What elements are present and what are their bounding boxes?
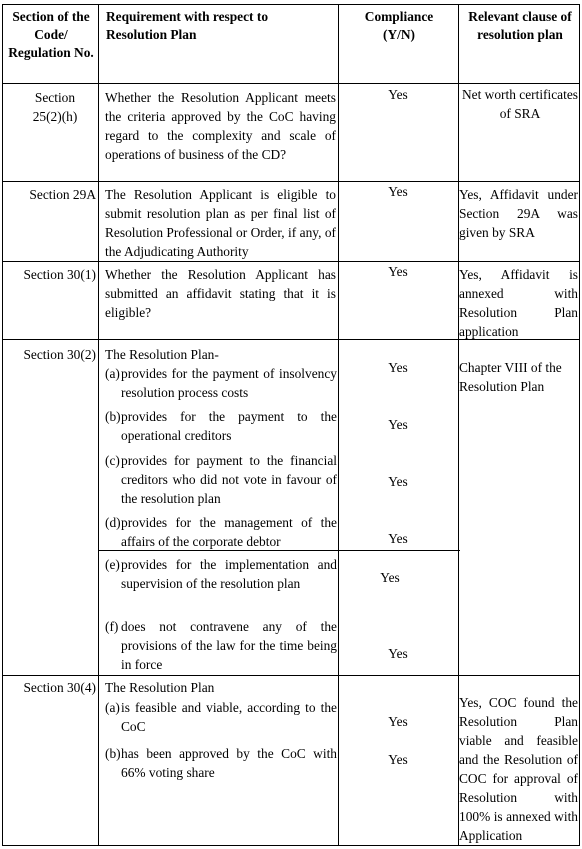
row-divider — [2, 261, 580, 262]
row-section: Section 25(2)(h) — [32, 90, 78, 124]
row-requirement: Whether the Resolution Applicant has submitted an affidavit stating that it is eligible? — [105, 267, 336, 320]
row-section: Section 30(1) — [23, 267, 96, 282]
header-compliance: Compliance (Y/N) — [364, 9, 434, 42]
compliance-value: Yes — [380, 570, 400, 585]
item-label: (f) — [105, 619, 119, 634]
item-text: provides for the payment of insolvency resolution process costs — [121, 366, 337, 400]
row-clause: Yes, Affidavit under Section 29A was given by SRA — [459, 187, 578, 240]
row-compliance: Yes — [388, 184, 408, 199]
compliance-value: Yes — [388, 646, 408, 661]
table-border-right — [579, 4, 580, 846]
row-requirement: The Resolution Applicant is eligible to submit resolution plan as per final list of Resolution Professional or Order, if any, of the Adjudicating Authority — [105, 187, 336, 259]
table-border-top — [2, 4, 580, 5]
table-border-left — [2, 4, 3, 846]
row-requirement: Whether the Resolution Applicant meets the criteria approved by the CoC having regard to the complexity and scale of operations of business of the CD? — [105, 90, 336, 162]
list-item — [105, 698, 337, 736]
item-text: has been approved by the CoC with 66% voting share — [121, 746, 337, 780]
item-text: provides for the payment to the operational creditors — [121, 409, 337, 443]
compliance-value: Yes — [388, 417, 408, 432]
row-clause: Net worth certificates of SRA — [462, 87, 578, 121]
list-item — [105, 617, 337, 674]
row-section: Section 30(4) — [23, 680, 96, 695]
list-item — [105, 513, 337, 551]
row-divider — [2, 675, 580, 676]
header-requirement: Requirement with respect to Resolution Plan — [106, 9, 269, 42]
row-intro: The Resolution Plan- — [105, 347, 219, 362]
item-label: (a) — [105, 366, 120, 381]
row-divider — [2, 181, 580, 182]
row-clause: Chapter VIII of the Resolution Plan — [459, 360, 562, 394]
row-intro: The Resolution Plan — [105, 680, 215, 695]
compliance-value: Yes — [388, 714, 408, 729]
item-label: (b) — [105, 746, 121, 761]
compliance-value: Yes — [388, 752, 408, 767]
compliance-column — [342, 4, 454, 846]
row-items — [105, 364, 337, 550]
list-item — [105, 555, 337, 593]
list-item — [105, 407, 337, 445]
item-text: is feasible and viable, according to the CoC — [121, 700, 337, 734]
table-border-bottom — [2, 845, 580, 846]
row-clause: Yes, COC found the Resolution Plan viable and feasible and the Resolution of COC for approval of Resolution with 100% is annexed with Application — [459, 695, 578, 843]
row-section: Section 30(2) — [23, 347, 96, 362]
list-item — [105, 744, 337, 782]
row-divider — [2, 83, 580, 84]
header-clause: Relevant clause of resolution plan — [468, 9, 572, 42]
item-label: (b) — [105, 409, 121, 424]
row-compliance: Yes — [388, 264, 408, 279]
item-label: (e) — [105, 557, 120, 572]
row-compliance: Yes — [388, 87, 408, 102]
compliance-value: Yes — [388, 474, 408, 489]
item-text: provides for payment to the financial creditors who did not vote in favour of the resolution plan — [121, 453, 337, 506]
compliance-value: Yes — [388, 531, 408, 546]
row-items — [105, 555, 337, 673]
list-item — [105, 451, 337, 508]
compliance-table — [2, 4, 580, 846]
item-text: does not contravene any of the provisions of the law for the time being in force — [121, 619, 337, 672]
list-item — [105, 364, 337, 402]
row-section: Section 29A — [29, 187, 96, 202]
header-section: Section of the Code/ Regulation No. — [8, 9, 94, 60]
item-text: provides for the implementation and supervision of the resolution plan — [121, 557, 337, 591]
item-label: (a) — [105, 700, 120, 715]
column-divider — [338, 4, 339, 846]
row-clause: Yes, Affidavit is annexed with Resolution Plan application — [459, 267, 578, 339]
row-items — [105, 698, 337, 838]
item-text: provides for the management of the affairs of the corporate debtor — [121, 515, 337, 549]
item-label: (d) — [105, 515, 121, 530]
item-label: (c) — [105, 453, 120, 468]
column-divider — [98, 4, 99, 846]
compliance-value: Yes — [388, 360, 408, 375]
